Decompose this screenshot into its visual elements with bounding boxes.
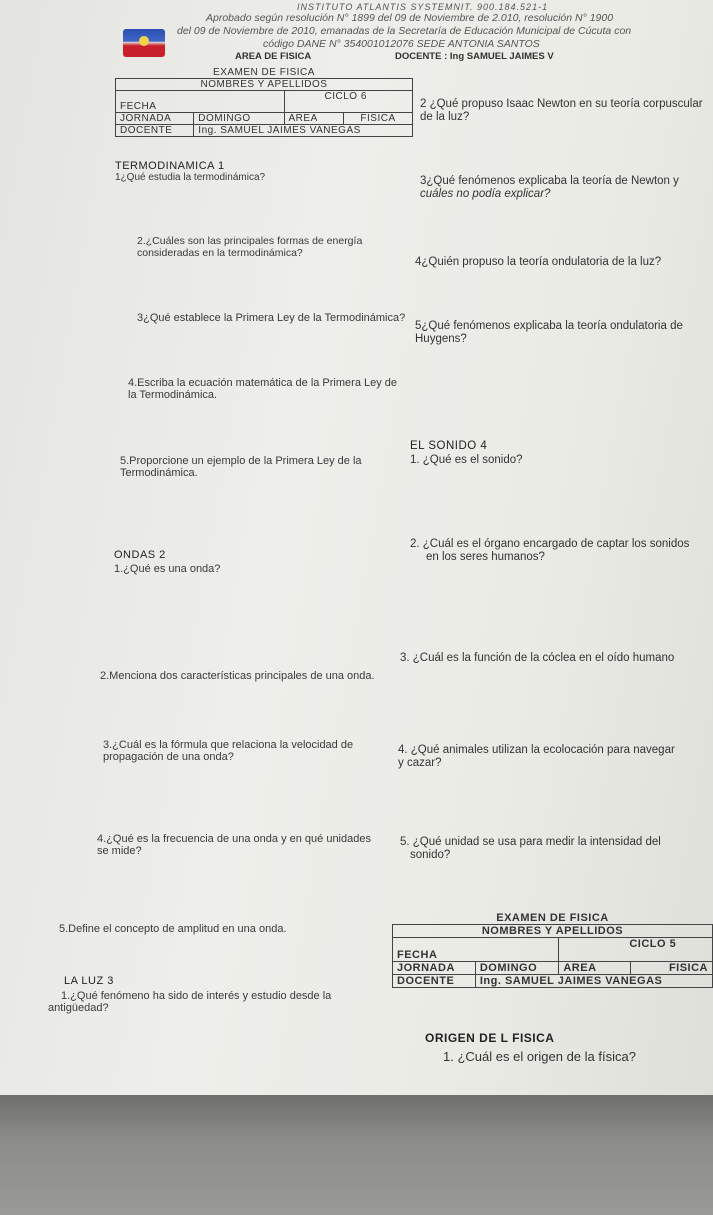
termo-q4a: 4.Escriba la ecuación matemática de la Primera Ley de xyxy=(128,377,398,389)
luz-q3a: 3¿Qué fenómenos explicaba la teoría de Newton y xyxy=(420,175,679,187)
sonido-q4a: 4. ¿Qué animales utilizan la ecolocación para navegar xyxy=(398,744,675,756)
ciclo-label: CICLO 6 xyxy=(284,91,412,113)
docente-value: Ing. SAMUEL JAIMES VANEGAS xyxy=(194,125,413,137)
sonido-q3: 3. ¿Cuál es la función de la cóclea en el oído humano xyxy=(400,652,675,664)
sonido-q1: 1. ¿Qué es el sonido? xyxy=(410,454,523,466)
sonido-q2a: 2. ¿Cuál es el órgano encargado de captar los sonidos xyxy=(410,538,690,550)
area-value: FISICA xyxy=(344,113,413,125)
sonido-q2b: en los seres humanos? xyxy=(426,551,545,563)
luz-title: LA LUZ 3 xyxy=(64,975,114,987)
names-label: NOMBRES Y APELLIDOS xyxy=(116,79,413,91)
docente-label: DOCENTE : Ing SAMUEL JAIMES V xyxy=(395,51,554,62)
ondas-q4b: se mide? xyxy=(97,845,142,857)
ondas-q4a: 4.¿Qué es la frecuencia de una onda y en qué unidades xyxy=(97,833,371,845)
ondas-q5: 5.Define el concepto de amplitud en una onda. xyxy=(59,923,287,935)
termo-title: TERMODINAMICA 1 xyxy=(115,160,225,172)
area-label: AREA DE FISICA xyxy=(235,51,312,62)
ondas-q3a: 3.¿Cuál es la fórmula que relaciona la velocidad de xyxy=(103,739,354,751)
table-surface xyxy=(0,1095,713,1215)
exam-title-2: EXAMEN DE FISICA xyxy=(393,912,713,925)
jornada-label-2: JORNADA xyxy=(393,962,476,975)
header-line-2: Aprobado según resolución N° 1899 del 09 de Noviembre de 2.010, resolución N° 1900 xyxy=(206,12,614,24)
area-value-2: FISICA xyxy=(631,962,713,975)
luz-q1a: 1.¿Qué fenómeno ha sido de interés y estudio desde la xyxy=(61,990,332,1002)
luz-q2a: 2 ¿Qué propuso Isaac Newton en su teoría corpuscular xyxy=(420,98,703,110)
jornada-value-2: DOMINGO xyxy=(475,962,559,975)
docente-cell-label: DOCENTE xyxy=(116,125,194,137)
luz-q4: 4¿Quién propuso la teoría ondulatoria de la luz? xyxy=(415,256,662,268)
termo-q5b: Termodinámica. xyxy=(120,467,198,479)
termo-q1: 1¿Qué estudia la termodinámica? xyxy=(115,172,266,183)
school-crest-icon xyxy=(123,29,165,57)
origen-q1: 1. ¿Cuál es el origen de la física? xyxy=(443,1049,636,1064)
sonido-q4b: y cazar? xyxy=(398,757,442,769)
jornada-value: DOMINGO xyxy=(194,113,284,125)
luz-q1b: antigüedad? xyxy=(48,1002,109,1014)
header-line-3: del 09 de Noviembre de 2010, emanadas de la Secretaría de Educación Municipal de Cúcuta con xyxy=(177,25,632,37)
luz-q5a: 5¿Qué fenómenos explicaba la teoría ondulatoria de xyxy=(415,320,683,332)
ondas-q2: 2.Menciona dos características principales de una onda. xyxy=(100,670,375,682)
names-label-2: NOMBRES Y APELLIDOS xyxy=(393,925,713,938)
exam-header-table xyxy=(115,67,413,137)
fecha-label-2: FECHA xyxy=(393,938,559,962)
sonido-q5a: 5. ¿Qué unidad se usa para medir la intensidad del xyxy=(400,836,661,848)
sonido-title: EL SONIDO 4 xyxy=(410,440,488,452)
area-cell-label-2: AREA xyxy=(559,962,631,975)
exam-title: EXAMEN DE FISICA xyxy=(116,67,413,79)
ondas-q1: 1.¿Qué es una onda? xyxy=(114,563,221,575)
crest-emblem xyxy=(139,36,149,46)
jornada-label: JORNADA xyxy=(116,113,194,125)
docente-cell-label-2: DOCENTE xyxy=(393,975,476,988)
luz-q2b: de la luz? xyxy=(420,111,470,123)
sonido-q5b: sonido? xyxy=(410,849,451,861)
ciclo-label-2: CICLO 5 xyxy=(559,938,713,962)
fecha-label: FECHA xyxy=(116,91,285,113)
area-cell-label: AREA xyxy=(284,113,344,125)
docente-value-2: Ing. SAMUEL JAIMES VANEGAS xyxy=(475,975,712,988)
ondas-title: ONDAS 2 xyxy=(114,549,166,561)
luz-q3b: cuáles no podía explicar? xyxy=(420,188,551,200)
termo-q4b: la Termodinámica. xyxy=(128,389,218,401)
exam-header-table-2 xyxy=(392,912,713,988)
header-line-1: INSTITUTO ATLANTIS SYSTEMNIT. 900.184.521-1 xyxy=(297,2,549,12)
termo-q2b: consideradas en la termodinámica? xyxy=(137,247,303,259)
header-line-4: código DANE N° 354001012076 SEDE ANTONIA SANTOS xyxy=(263,38,540,50)
ondas-q3b: propagación de una onda? xyxy=(103,751,234,763)
termo-q5a: 5.Proporcione un ejemplo de la Primera Ley de la xyxy=(120,455,362,467)
termo-q2a: 2.¿Cuáles son las principales formas de energía xyxy=(137,235,363,247)
origen-title: ORIGEN DE L FISICA xyxy=(425,1031,555,1045)
termo-q3: 3¿Qué establece la Primera Ley de la Termodinámica? xyxy=(137,312,406,324)
luz-q5b: Huygens? xyxy=(415,333,467,345)
